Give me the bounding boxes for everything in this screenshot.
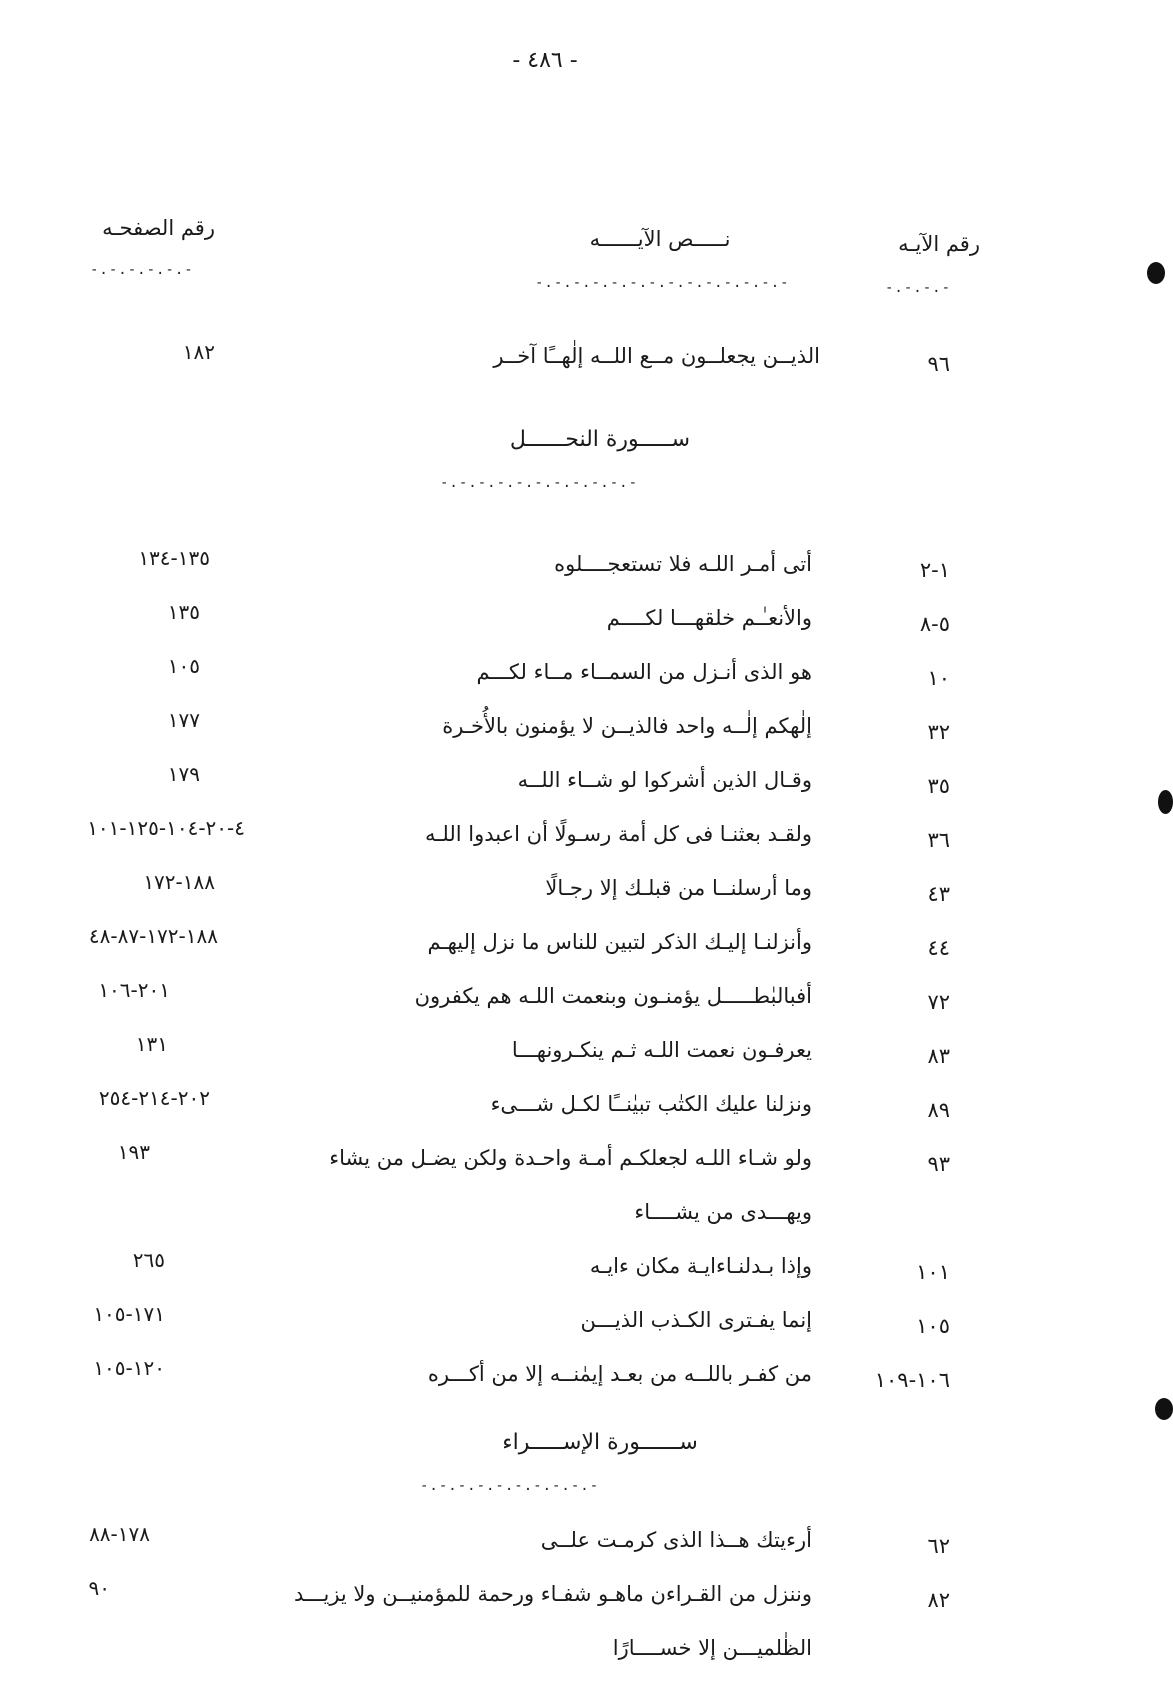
page-reference: ١٣١ bbox=[135, 1032, 168, 1056]
verse-text: هو الذى أنـزل من السمــاء مــاء لكـــم bbox=[476, 660, 812, 684]
header-page-number: رقم الصفحـه bbox=[102, 216, 215, 240]
verse-text: إلٰهكم إلٰــه واحد فالذيــن لا يؤمنون بالأُخـرة bbox=[442, 714, 812, 738]
verse-text: من كفـر باللــه من بعـد إيمٰنــه إلا من أكـــره bbox=[427, 1362, 812, 1386]
page-number: - ٤٨٦ - bbox=[512, 48, 578, 73]
verse-text: الذيــن يجعلــون مــع اللــه إلٰهــًا آخــر bbox=[493, 344, 820, 368]
page-reference: ١٨٨-١٧٢ bbox=[143, 870, 215, 894]
punch-hole-mark bbox=[1155, 1398, 1173, 1420]
verse-number: ٣٦ bbox=[927, 828, 950, 852]
verse-text: وننزل من القـراءن ماهـو شفـاء ورحمة للمؤمنيــن ولا يزيـــد bbox=[294, 1582, 812, 1606]
page-reference: ٢٦٥ bbox=[132, 1248, 165, 1272]
verse-number: ٦٢ bbox=[927, 1534, 950, 1558]
sura-rule-isra: -.-.-.-.-.-.-.-.-.- bbox=[420, 1478, 600, 1494]
page-reference: ١٨٢ bbox=[182, 340, 215, 364]
verse-number: ٥-٨ bbox=[919, 612, 950, 636]
verse-text: الظٰلميـــن إلا خســــارًا bbox=[612, 1636, 812, 1660]
page-reference: ١٣٥ bbox=[167, 600, 200, 624]
sura-rule-nahl: -.-.-.-.-.-.-.-.-.-.- bbox=[440, 475, 639, 491]
page-reference: ١٢٠-١٠٥ bbox=[93, 1356, 165, 1380]
verse-number: ٨٢ bbox=[927, 1588, 950, 1612]
verse-text: وما أرسلنــا من قبلـك إلا رجـالًا bbox=[545, 876, 812, 900]
verse-text: والأنعـٰـم خلقهـــا لكــــم bbox=[606, 606, 812, 630]
verse-number: ٩٦ bbox=[927, 352, 950, 376]
verse-text: ولقـد بعثنـا فى كل أمة رسـولًا أن اعبدوا اللـه bbox=[425, 822, 812, 846]
punch-hole-mark bbox=[1158, 790, 1173, 814]
verse-number: ٩٣ bbox=[927, 1152, 950, 1176]
verse-number: ١-٢ bbox=[919, 558, 950, 582]
sura-title-nahl: ســـــورة النحــــــل bbox=[509, 427, 691, 452]
header-rule-page-number: -.-.-.-.-.- bbox=[90, 262, 194, 278]
page-reference: ٤-٢٠-١٠٤-١٢٥-١٠١ bbox=[87, 816, 245, 840]
page-reference: ١٠٥ bbox=[167, 654, 200, 678]
verse-number: ٨٩ bbox=[927, 1098, 950, 1122]
verse-number: ١٠٥ bbox=[916, 1314, 950, 1338]
header-rule-verse-text: -.-.-.-.-.-.-.-.-.-.-.-.-.- bbox=[535, 275, 790, 291]
page-reference: ١٧٩ bbox=[167, 762, 200, 786]
verse-number: ٤٣ bbox=[927, 882, 950, 906]
verse-text: ونزلنا عليك الكتٰب تبيٰنــًا لكـل شـــىء bbox=[490, 1092, 812, 1116]
verse-number: ١٠١ bbox=[916, 1260, 950, 1284]
punch-hole-mark bbox=[1147, 262, 1165, 284]
verse-number: ١٠٦-١٠٩ bbox=[874, 1368, 950, 1392]
verse-text: أفبالبٰطـــــل يؤمنـون وبنعمت اللـه هم يكفرون bbox=[414, 984, 812, 1008]
verse-number: ١٠ bbox=[927, 666, 950, 690]
verse-number: ٧٢ bbox=[927, 990, 950, 1014]
page-reference: ١٨٨-١٧٢-٨٧-٤٨ bbox=[88, 924, 218, 948]
header-verse-number: رقم الآيـه bbox=[898, 232, 980, 256]
verse-text: أتى أمـر اللـه فلا تستعجــــلوه bbox=[554, 552, 812, 576]
verse-text: ولو شـاء اللـه لجعلكـم أمـة واحـدة ولكن يضـل من يشاء bbox=[329, 1146, 812, 1170]
page-reference: ١٧١-١٠٥ bbox=[93, 1302, 165, 1326]
page-reference: ١٧٨-٨٨ bbox=[89, 1522, 150, 1546]
verse-number: ٨٣ bbox=[927, 1044, 950, 1068]
page-reference: ١٧٧ bbox=[167, 708, 200, 732]
verse-text: وقـال الذين أشركوا لو شــاء اللــه bbox=[517, 768, 812, 792]
verse-number: ٣٢ bbox=[927, 720, 950, 744]
verse-text: وأنزلنـا إليـك الذكر لتبين للناس ما نزل إليهـم bbox=[427, 930, 812, 954]
page-reference: ١٣٥-١٣٤ bbox=[138, 546, 210, 570]
page-reference: ٢٠٢-٢١٤-٢٥٤ bbox=[98, 1086, 210, 1110]
page-reference: ٩٠ bbox=[88, 1576, 110, 1600]
verse-text: ويهـــدى من يشــــاء bbox=[634, 1200, 812, 1224]
verse-number: ٣٥ bbox=[927, 774, 950, 798]
verse-text: وإذا بـدلنـاءايـة مكان ءايـه bbox=[589, 1254, 812, 1278]
sura-title-isra: ســــــورة الإســـــراء bbox=[502, 1430, 698, 1455]
verse-text: إنما يفـترى الكـذب الذيـــن bbox=[580, 1308, 812, 1332]
page-reference: ٢٠١-١٠٦ bbox=[98, 978, 170, 1002]
header-verse-text: نـــــص الآيــــــه bbox=[589, 227, 731, 251]
page-reference: ١٩٣ bbox=[117, 1140, 150, 1164]
verse-text: يعرفـون نعمت اللـه ثـم ينكـرونهـــا bbox=[511, 1038, 812, 1062]
verse-text: أرءيتك هــذا الذى كرمـت علــى bbox=[540, 1528, 812, 1552]
verse-number: ٤٤ bbox=[927, 936, 950, 960]
header-rule-verse-number: -.-.-.- bbox=[885, 280, 952, 296]
